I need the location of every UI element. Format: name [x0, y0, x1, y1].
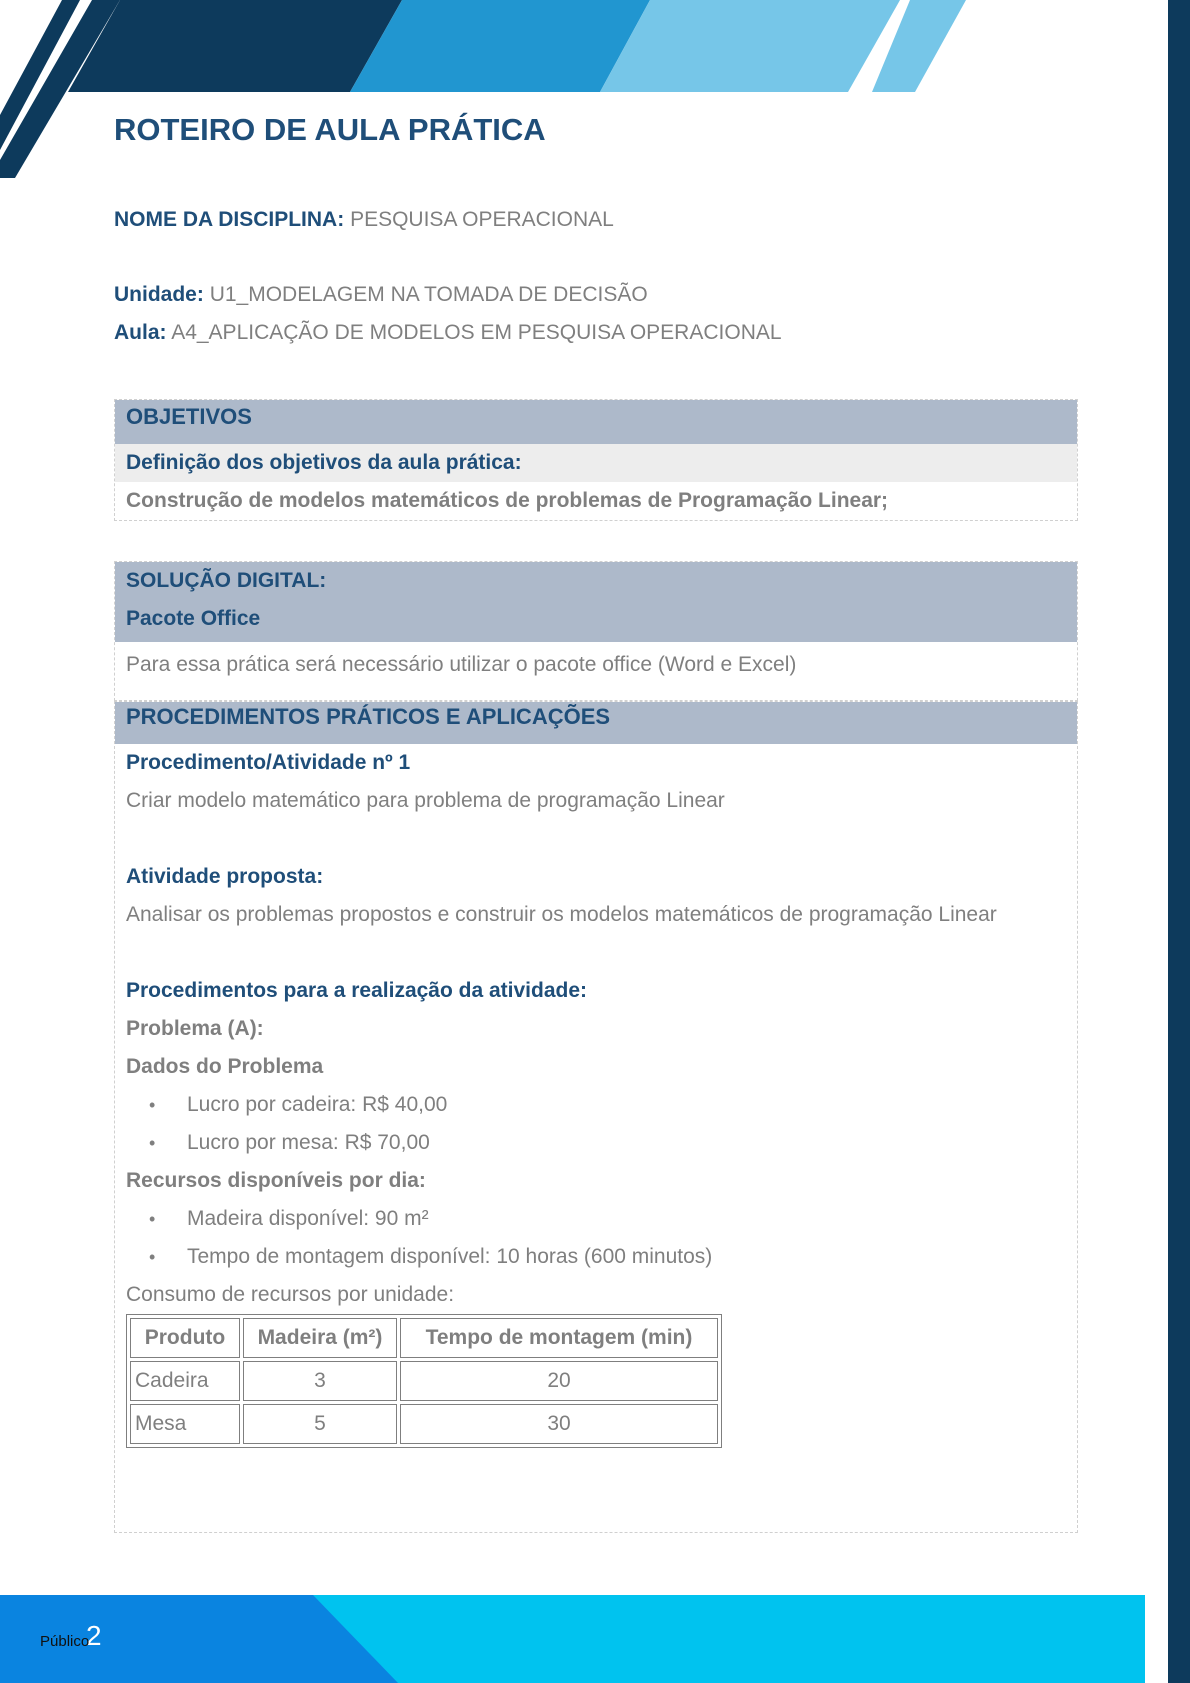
- resource-table: [126, 1314, 722, 1448]
- resource-list: [115, 1200, 1077, 1276]
- digital-band: [115, 562, 1077, 642]
- problem-title: Problema (A):: [126, 1017, 264, 1040]
- proposed-text: Analisar os problemas propostos e construir os modelos matemáticos de programação Linear: [126, 903, 997, 926]
- list-item: • Lucro por cadeira: R$ 40,00: [187, 1086, 1077, 1124]
- digital-subheading: Pacote Office: [126, 607, 261, 630]
- lesson-label: Aula:: [114, 321, 167, 344]
- objectives-subheading: Definição dos objetivos da aula prática:: [115, 444, 1077, 482]
- lesson-value: A4_APLICAÇÃO DE MODELOS EM PESQUISA OPERACIONAL: [171, 321, 782, 344]
- objectives-text: Construção de modelos matemáticos de problemas de Programação Linear;: [126, 489, 889, 512]
- footer-banner: [0, 1595, 1145, 1683]
- page-title: ROTEIRO DE AULA PRÁTICA: [114, 112, 546, 147]
- header-mid-blue-band: [350, 0, 650, 92]
- header-navy-band: [68, 0, 402, 92]
- list-item: • Tempo de montagem disponível: 10 horas (600 minutos): [187, 1238, 1077, 1276]
- discipline-line: [114, 208, 614, 232]
- procedures-section: [114, 701, 1078, 1533]
- unit-value: U1_MODELAGEM NA TOMADA DE DECISÃO: [209, 283, 648, 306]
- data-title: Dados do Problema: [126, 1055, 324, 1078]
- profit-list: [115, 1086, 1077, 1162]
- header-light-blue-band: [600, 0, 900, 92]
- lesson-line: [114, 321, 782, 345]
- steps-title: Procedimentos para a realização da atividade:: [126, 979, 588, 1002]
- header-banner: [0, 0, 1190, 180]
- table-header: Produto: [130, 1318, 240, 1358]
- classification-label: Público: [40, 1633, 90, 1650]
- table-header-row: [130, 1318, 718, 1358]
- list-item: • Lucro por mesa: R$ 70,00: [187, 1124, 1077, 1162]
- discipline-value: PESQUISA OPERACIONAL: [350, 208, 614, 231]
- table-cell: 3: [243, 1361, 397, 1401]
- activity-text: Criar modelo matemático para problema de programação Linear: [126, 789, 725, 812]
- right-edge-bar: [1168, 0, 1190, 1683]
- page-number: 2: [86, 1620, 102, 1651]
- activity-title: Procedimento/Atividade nº 1: [126, 751, 411, 774]
- procedures-heading: PROCEDIMENTOS PRÁTICOS E APLICAÇÕES: [115, 702, 1077, 744]
- proposed-title: Atividade proposta:: [126, 865, 324, 888]
- discipline-label: NOME DA DISCIPLINA:: [114, 208, 345, 231]
- resources-title: Recursos disponíveis por dia:: [126, 1169, 426, 1192]
- table-cell: 5: [243, 1404, 397, 1444]
- table-row: [130, 1404, 718, 1444]
- digital-heading: SOLUÇÃO DIGITAL:: [126, 569, 327, 592]
- table-header: Madeira (m²): [243, 1318, 397, 1358]
- objectives-heading: OBJETIVOS: [115, 400, 1077, 444]
- digital-solution-section: [114, 561, 1078, 701]
- objectives-section: [114, 399, 1078, 521]
- consumption-title: Consumo de recursos por unidade:: [126, 1283, 455, 1306]
- unit-label: Unidade:: [114, 283, 204, 306]
- digital-text: Para essa prática será necessário utilizar o pacote office (Word e Excel): [126, 653, 797, 676]
- table-header: Tempo de montagem (min): [400, 1318, 718, 1358]
- table-cell: 20: [400, 1361, 718, 1401]
- table-row: [130, 1361, 718, 1401]
- list-item: • Madeira disponível: 90 m²: [187, 1200, 1077, 1238]
- table-cell: Cadeira: [130, 1361, 240, 1401]
- table-cell: 30: [400, 1404, 718, 1444]
- table-cell: Mesa: [130, 1404, 240, 1444]
- unit-line: [114, 283, 648, 307]
